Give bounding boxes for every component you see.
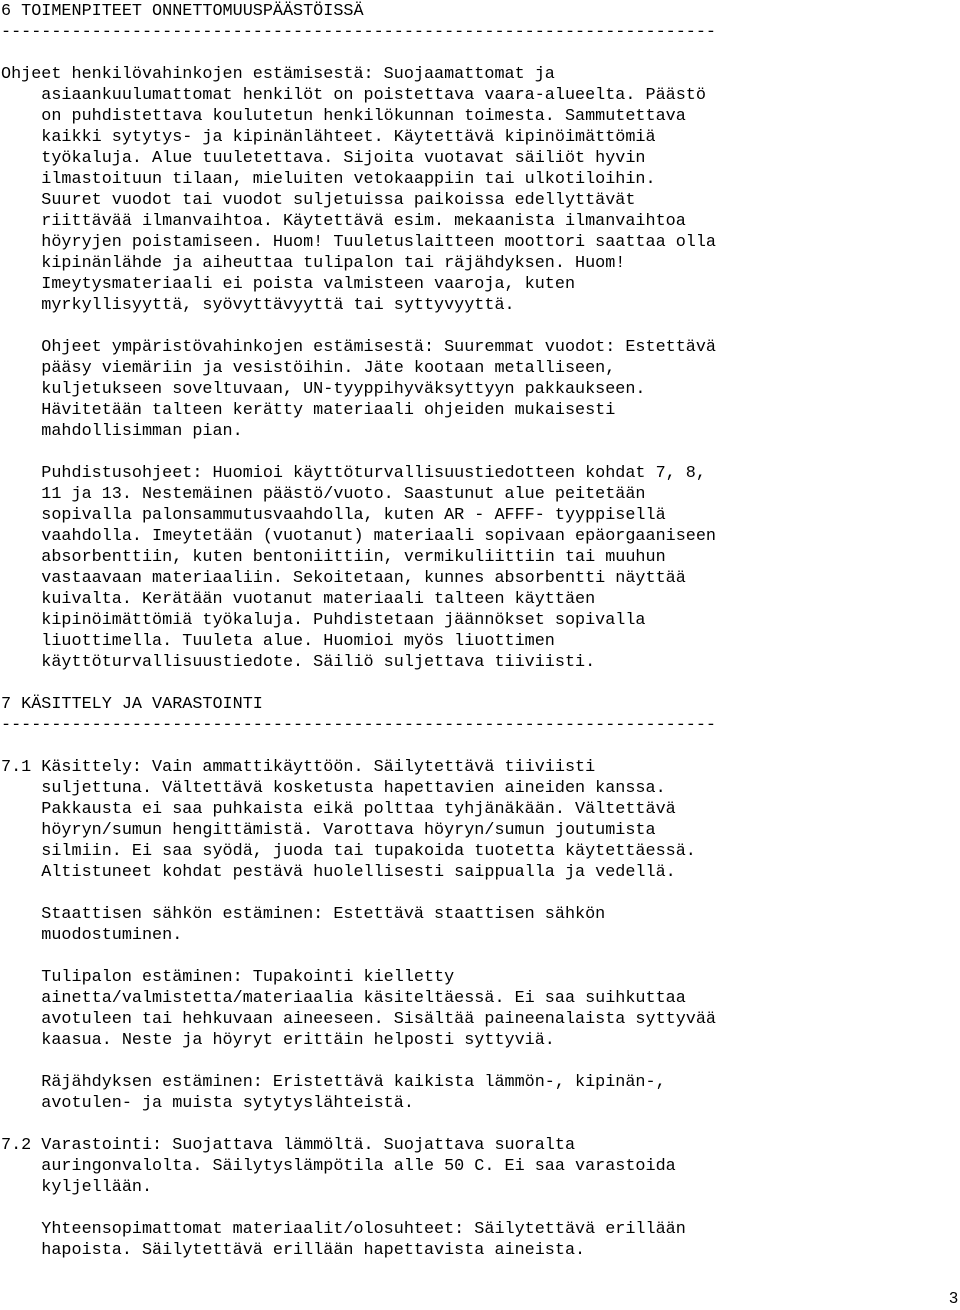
text-line: sopivalla palonsammutusvaahdolla, kuten AR - AFFF- tyyppisellä: [1, 506, 666, 525]
text-line: työkaluja. Alue tuuletettava. Sijoita vuotavat säiliöt hyvin: [1, 149, 646, 168]
text-line: Yhteensopimattomat materiaalit/olosuhteet: Säilytettävä erillään: [1, 1220, 686, 1239]
text-line: asiaankuulumattomat henkilöt on poistettava vaara-alueelta. Päästö: [1, 86, 706, 105]
text-line: Räjähdyksen estäminen: Eristettävä kaikista lämmön-, kipinän-,: [1, 1073, 666, 1092]
section-heading: 7 KÄSITTELY JA VARASTOINTI: [1, 695, 263, 714]
text-line: liuottimella. Tuuleta alue. Huomioi myös liuottimen: [1, 632, 555, 651]
text-line: 11 ja 13. Nestemäinen päästö/vuoto. Saastunut alue peitetään: [1, 485, 646, 504]
text-line: Suuret vuodot tai vuodot suljetuissa paikoissa edellyttävät: [1, 191, 636, 210]
text-line: absorbenttiin, kuten bentoniittiin, vermikuliittiin tai muuhun: [1, 548, 666, 567]
text-line: auringonvalolta. Säilytyslämpötila alle 50 C. Ei saa varastoida: [1, 1157, 676, 1176]
separator-line: -----------------------------------------------------------------------: [1, 716, 716, 735]
text-line: Altistuneet kohdat pestävä huolellisesti saippualla ja vedellä.: [1, 863, 676, 882]
text-line: Ohjeet ympäristövahinkojen estämisestä: Suuremmat vuodot: Estettävä: [1, 338, 716, 357]
text-line: vaahdolla. Imeytetään (vuotanut) materiaali sopivaan epäorgaaniseen: [1, 527, 716, 546]
text-line: Hävitetään talteen kerätty materiaali ohjeiden mukaisesti: [1, 401, 616, 420]
text-line: Pakkausta ei saa puhkaista eikä polttaa tyhjänäkään. Vältettävä: [1, 800, 676, 819]
text-line: kaasua. Neste ja höyryt erittäin helposti syttyviä.: [1, 1031, 555, 1050]
text-line: silmiin. Ei saa syödä, juoda tai tupakoida tuotetta käytettäessä.: [1, 842, 696, 861]
text-line: ilmastoituun tilaan, mieluiten vetokaappiin tai ulkotiloihin.: [1, 170, 656, 189]
text-line: Staattisen sähkön estäminen: Estettävä staattisen sähkön: [1, 905, 606, 924]
text-line: kyljellään.: [1, 1178, 153, 1197]
text-line: 7.1 Käsittely: Vain ammattikäyttöön. Säilytettävä tiiviisti: [1, 758, 596, 777]
text-line: käyttöturvallisuustiedote. Säiliö suljettava tiiviisti.: [1, 653, 596, 672]
text-line: 7.2 Varastointi: Suojattava lämmöltä. Suojattava suoralta: [1, 1136, 576, 1155]
text-line: Puhdistusohjeet: Huomioi käyttöturvallisuustiedotteen kohdat 7, 8,: [1, 464, 706, 483]
text-line: Tulipalon estäminen: Tupakointi kielletty: [1, 968, 455, 987]
text-line: mahdollisimman pian.: [1, 422, 243, 441]
text-line: kaikki sytytys- ja kipinänlähteet. Käytettävä kipinöimättömiä: [1, 128, 656, 147]
text-line: höyryjen poistamiseen. Huom! Tuuletuslaitteen moottori saattaa olla: [1, 233, 716, 252]
text-line: riittävää ilmanvaihtoa. Käytettävä esim. mekaanista ilmanvaihtoa: [1, 212, 686, 231]
text-line: höyryn/sumun hengittämistä. Varottava höyryn/sumun joutumista: [1, 821, 656, 840]
page-number: 3: [949, 1290, 958, 1307]
text-line: suljettuna. Vältettävä kosketusta hapettavien aineiden kanssa.: [1, 779, 666, 798]
separator-line: -----------------------------------------------------------------------: [1, 23, 716, 42]
text-line: ainetta/valmistetta/materiaalia käsiteltäessä. Ei saa suihkuttaa: [1, 989, 686, 1008]
text-line: Ohjeet henkilövahinkojen estämisestä: Suojaamattomat ja: [1, 65, 555, 84]
text-line: kuljetukseen soveltuvaan, UN-tyyppihyväksyttyyn pakkaukseen.: [1, 380, 646, 399]
text-line: hapoista. Säilytettävä erillään hapettavista aineista.: [1, 1241, 586, 1260]
text-line: muodostuminen.: [1, 926, 183, 945]
text-line: vastaavaan materiaaliin. Sekoitetaan, kunnes absorbentti näyttää: [1, 569, 686, 588]
text-line: myrkyllisyyttä, syövyttävyyttä tai syttyvyyttä.: [1, 296, 515, 315]
text-line: avotulen- ja muista sytytyslähteistä.: [1, 1094, 414, 1113]
text-line: kuivalta. Kerätään vuotanut materiaali talteen käyttäen: [1, 590, 596, 609]
text-line: kipinöimättömiä työkaluja. Puhdistetaan jäännökset sopivalla: [1, 611, 646, 630]
text-line: kipinänlähde ja aiheuttaa tulipalon tai räjähdyksen. Huom!: [1, 254, 626, 273]
text-line: Imeytysmateriaali ei poista valmisteen vaaroja, kuten: [1, 275, 576, 294]
text-line: avotuleen tai hehkuvaan aineeseen. Sisältää paineenalaista syttyvää: [1, 1010, 716, 1029]
text-line: pääsy viemäriin ja vesistöihin. Jäte kootaan metalliseen,: [1, 359, 616, 378]
text-line: on puhdistettava koulutetun henkilökunnan toimesta. Sammutettava: [1, 107, 686, 126]
section-heading: 6 TOIMENPITEET ONNETTOMUUSPÄÄSTÖISSÄ: [1, 2, 364, 21]
